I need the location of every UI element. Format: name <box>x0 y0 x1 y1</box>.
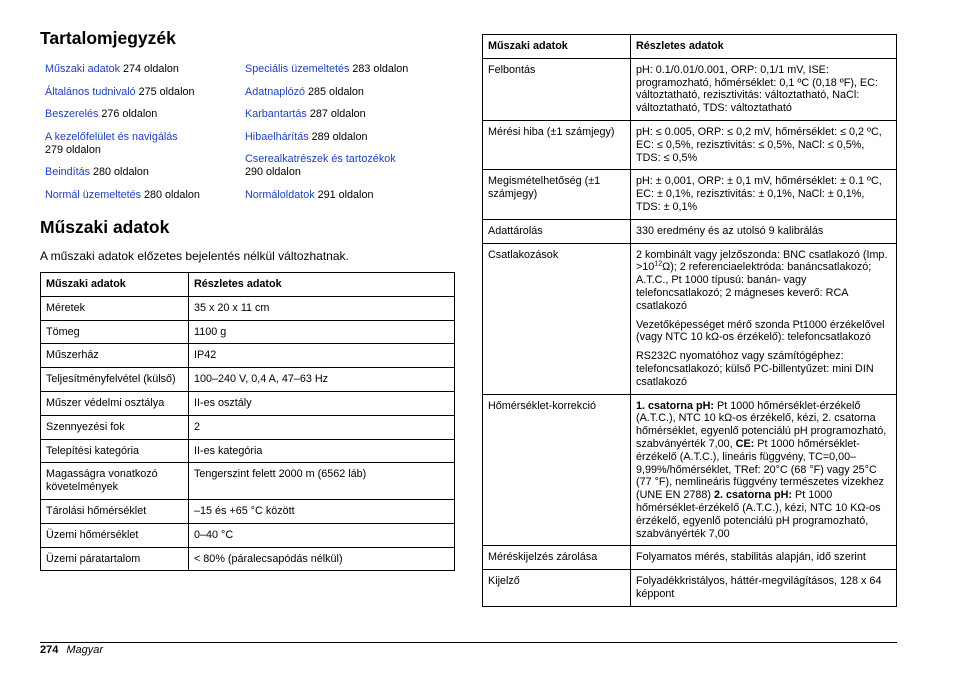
spec-value: pH: ± 0,001, ORP: ± 0,1 mV, hőmérséklet: ± 0.1 ºC, EC: ± 0,1%, rezisztivitás: ± 0,1%, NaCl: ± 0,1%, TDS: ± 0,1% <box>631 170 897 219</box>
spec-label: Teljesítményfelvétel (külső) <box>41 368 189 392</box>
text-span: 2 kombinált vagy jelzőszonda: BNC csatlakozó (Imp. >10 <box>636 248 888 274</box>
table-row <box>41 439 455 463</box>
table-row <box>41 296 455 320</box>
intro-text: A műszaki adatok előzetes bejelentés nélkül változhatnak. <box>40 249 349 263</box>
table-row <box>41 320 455 344</box>
bold-text: 1. csatorna pH: <box>636 399 714 412</box>
table-row <box>483 394 897 546</box>
spec-value: 1100 g <box>189 320 455 344</box>
connections-paragraph <box>636 249 891 313</box>
toc-title: Tartalomjegyzék <box>40 28 176 48</box>
toc-item <box>45 108 245 121</box>
superscript: 12 <box>654 260 663 268</box>
page-number: 274 <box>40 644 59 656</box>
toc-page: 287 oldalon <box>306 108 366 120</box>
toc-link[interactable]: Normáloldatok <box>245 188 315 201</box>
spec-value: 2 <box>189 415 455 439</box>
table-row <box>41 344 455 368</box>
table-row <box>483 546 897 570</box>
spec-value <box>631 243 897 394</box>
toc-item <box>45 189 245 202</box>
left-column <box>40 28 455 571</box>
toc-page: 279 oldalon <box>45 143 101 156</box>
specs-table-right <box>482 34 897 607</box>
table-row <box>483 58 897 120</box>
spec-label: Méretek <box>41 296 189 320</box>
toc-item <box>45 63 245 76</box>
spec-value: pH: ≤ 0.005, ORP: ≤ 0,2 mV, hőmérséklet: ≤ 0,2 ºC, EC: ≤ 0,5%, rezisztivitás: ≤ 0,5%, NaCl: ≤ 0,5%, TDS: ≤ 0,5% <box>631 120 897 169</box>
spec-label: Csatlakozások <box>483 243 631 394</box>
footer-divider <box>40 642 897 643</box>
toc-item <box>245 153 445 179</box>
spec-label: Szennyezési fok <box>41 415 189 439</box>
table-row <box>41 547 455 571</box>
toc-column-left <box>45 63 245 211</box>
toc-item <box>245 108 445 121</box>
toc-page: 289 oldalon <box>308 130 368 143</box>
table-row <box>483 243 897 394</box>
spec-value: Folyamatos mérés, stabilitás alapján, idő szerint <box>631 546 897 570</box>
text-span: Ω); 2 referenciaelektróda: banáncsatlakozó; A.T.C., Pt 1000 típusú: banán- vagy telefoncsatlakozó; 2 mágneses keverő: RCA csatlakozó <box>636 261 872 312</box>
column-header: Műszaki adatok <box>483 35 631 59</box>
toc-link[interactable]: Műszaki adatok <box>45 63 121 75</box>
table-header-row <box>483 35 897 59</box>
spec-value: Folyadékkristályos, háttér-megvilágításos, 128 x 64 képpont <box>631 570 897 607</box>
spec-value <box>631 394 897 546</box>
bold-text: 2. csatorna pH: <box>714 489 793 502</box>
column-header: Részletes adatok <box>631 35 897 59</box>
toc-link[interactable]: Speciális üzemeltetés <box>245 63 350 75</box>
toc-item <box>45 166 245 179</box>
spec-label: Kijelző <box>483 570 631 607</box>
table-row <box>41 368 455 392</box>
connections-paragraph: Vezetőképességet mérő szonda Pt1000 érzékelővel (vagy NTC 10 kΩ-os érzékelő): telefoncsatlakozó <box>636 318 885 344</box>
toc-item <box>45 131 245 157</box>
toc-link[interactable]: Cserealkatrészek és tartozékok <box>245 153 396 165</box>
toc-page: 275 oldalon <box>135 85 195 98</box>
spec-label: Műszerház <box>41 344 189 368</box>
connections-paragraph: RS232C nyomatóhoz vagy számítógéphez: telefoncsatlakozó; külső PC-billentyűzet: mini DIN csatlakozó <box>636 350 874 388</box>
toc-link[interactable]: Hibaelhárítás <box>245 130 309 143</box>
spec-value: Tengerszint felett 2000 m (6562 láb) <box>189 463 455 500</box>
spec-value: 330 eredmény és az utolsó 9 kalibrálás <box>631 219 897 243</box>
text-span: Pt 1000 hőmérséklet-érzékelő (A.T.C.), kézi, NTC 10 KΩ-os érzékelő, egyenlő potenciálú pH programozható, szabványérték 7,00 <box>636 489 881 540</box>
right-column <box>482 34 897 607</box>
spec-value: 35 x 20 x 11 cm <box>189 296 455 320</box>
spec-label: Üzemi páratartalom <box>41 547 189 571</box>
table-row <box>41 415 455 439</box>
spec-value: 100–240 V, 0,4 A, 47–63 Hz <box>189 368 455 392</box>
table-row <box>41 463 455 500</box>
toc-page: 290 oldalon <box>245 166 301 178</box>
page-footer <box>40 644 103 656</box>
toc-page: 285 oldalon <box>305 85 364 98</box>
toc-link[interactable]: Normál üzemeltetés <box>45 188 142 201</box>
text-span: Pt 1000 hőmérséklet-érzékelő (A.T.C.), NTC 10 kΩ-os érzékelő, kézi, 2. csatorna hőmérséklet, egyenlő potenciálú pH programozható, szabványérték 7,00, <box>636 399 887 450</box>
toc-page: 283 oldalon <box>349 63 409 75</box>
spec-value: pH: 0.1/0.01/0.001, ORP: 0,1/1 mV, ISE: programozható, hőmérséklet: 0,1 ºC (0,18 ºF), EC: változtatható, rezisztivitás: változtatható, NaCl: változtatható, TDS: változtatható <box>631 58 897 120</box>
language-label: Magyar <box>66 644 104 656</box>
toc-link[interactable]: Adatnaplózó <box>245 85 306 98</box>
spec-label: Felbontás <box>483 58 631 120</box>
toc-link[interactable]: A kezelőfelület és navigálás <box>45 130 178 143</box>
table-row <box>41 523 455 547</box>
text-span: Pt 1000 hőmérséklet-érzékelő (A.T.C.), lineáris függvény, TC=0,00– 9,99%/hőmérséklet, TRef: 20°C (68 °F) vagy 25°C (77 °F), nemlineáris függvény természetes vizekhez (UNE EN 2788) <box>636 437 884 502</box>
spec-value: < 80% (páralecsapódás nélkül) <box>189 547 455 571</box>
table-row <box>483 170 897 219</box>
table-row <box>483 120 897 169</box>
spec-value: II-es kategória <box>189 439 455 463</box>
spec-label: Hőmérséklet-korrekció <box>483 394 631 546</box>
spec-value: II-es osztály <box>189 391 455 415</box>
bold-text: CE: <box>735 437 755 450</box>
toc-link[interactable]: Beszerelés <box>45 108 99 120</box>
spec-label: Tárolási hőmérséklet <box>41 499 189 523</box>
spec-label: Tömeg <box>41 320 189 344</box>
toc-item <box>45 86 245 99</box>
toc-page: 274 oldalon <box>120 63 179 75</box>
spec-label: Mérési hiba (±1 számjegy) <box>483 120 631 169</box>
toc-page: 291 oldalon <box>314 188 374 201</box>
table-of-contents <box>45 63 455 211</box>
specs-table-left <box>40 272 455 571</box>
toc-column-right <box>245 63 445 211</box>
spec-label: Méréskijelzés zárolása <box>483 546 631 570</box>
spec-label: Adattárolás <box>483 219 631 243</box>
toc-item <box>245 86 445 99</box>
toc-item <box>245 189 445 202</box>
spec-label: Megismételhetőség (±1 számjegy) <box>483 170 631 219</box>
spec-value: –15 és +65 °C között <box>189 499 455 523</box>
toc-page: 280 oldalon <box>141 188 200 201</box>
spec-label: Műszer védelmi osztálya <box>41 391 189 415</box>
spec-label: Telepítési kategória <box>41 439 189 463</box>
table-row <box>483 570 897 607</box>
toc-item <box>245 63 445 76</box>
table-row <box>41 391 455 415</box>
table-row <box>483 219 897 243</box>
section-title: Műszaki adatok <box>40 217 170 237</box>
spec-label: Magasságra vonatkozó követelmények <box>41 463 189 500</box>
table-header-row <box>41 273 455 297</box>
spec-label: Üzemi hőmérséklet <box>41 523 189 547</box>
toc-page: 280 oldalon <box>90 166 149 178</box>
column-header: Műszaki adatok <box>41 273 189 297</box>
toc-link[interactable]: Karbantartás <box>245 108 307 120</box>
spec-value: IP42 <box>189 344 455 368</box>
column-header: Részletes adatok <box>189 273 455 297</box>
toc-link[interactable]: Általános tudnivaló <box>45 85 136 98</box>
spec-value: 0–40 °C <box>189 523 455 547</box>
table-row <box>41 499 455 523</box>
toc-link[interactable]: Beindítás <box>45 166 91 178</box>
toc-page: 276 oldalon <box>98 108 158 120</box>
toc-item <box>245 131 445 144</box>
